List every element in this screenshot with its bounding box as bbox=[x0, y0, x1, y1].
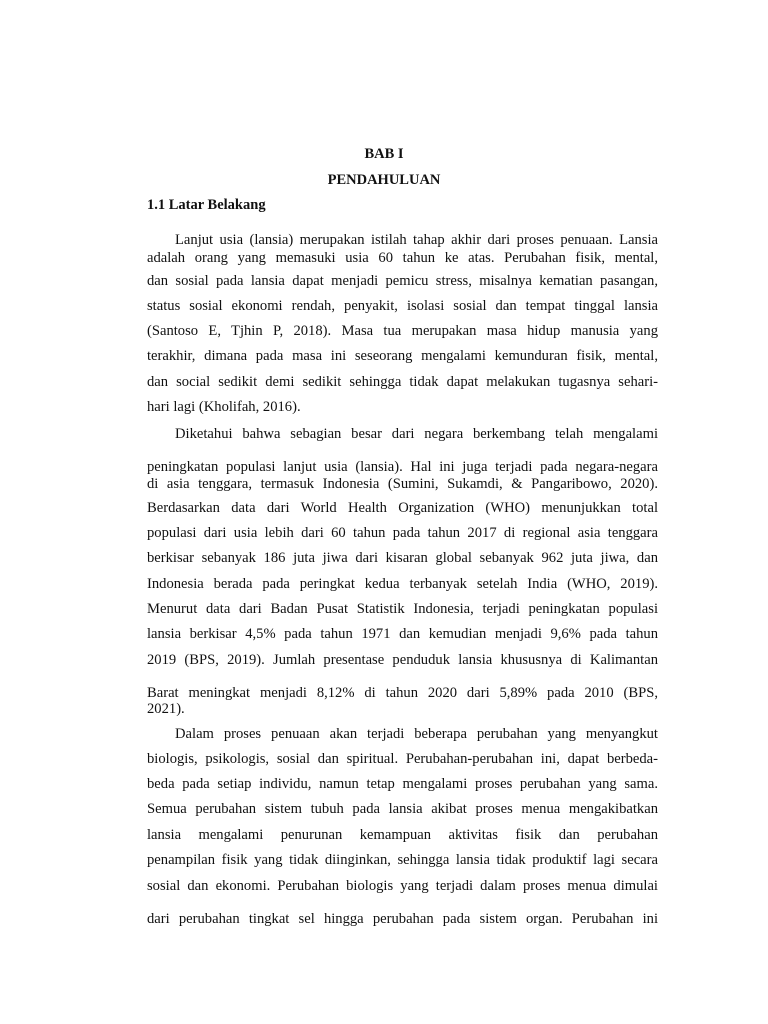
paragraph-line: adalah orang yang memasuki usia 60 tahun ke atas. Perubahan fisik, mental, bbox=[147, 250, 658, 266]
paragraph-line: Barat meningkat menjadi 8,12% di tahun 2020 dari 5,89% pada 2010 (BPS, bbox=[147, 685, 658, 701]
paragraph-line: terakhir, dimana pada masa ini seseorang mengalami kemunduran fisik, mental, bbox=[147, 348, 658, 364]
paragraph-line: Dalam proses penuaan akan terjadi beberapa perubahan yang menyangkut bbox=[175, 726, 658, 742]
paragraph-line: populasi dari usia lebih dari 60 tahun pada tahun 2017 di regional asia tenggara bbox=[147, 525, 658, 541]
paragraph-line: lansia berkisar 4,5% pada tahun 1971 dan kemudian menjadi 9,6% pada tahun bbox=[147, 626, 658, 642]
paragraph-line: beda pada setiap individu, namun tetap mengalami proses perubahan yang sama. bbox=[147, 776, 658, 792]
paragraph-line: sosial dan ekonomi. Perubahan biologis yang terjadi dalam proses menua dimulai bbox=[147, 878, 658, 894]
paragraph-line: Semua perubahan sistem tubuh pada lansia akibat proses menua mengakibatkan bbox=[147, 801, 658, 817]
paragraph-line: di asia tenggara, termasuk Indonesia (Sumini, Sukamdi, & Pangaribowo, 2020). bbox=[147, 476, 658, 492]
paragraph-line: 2021). bbox=[147, 701, 185, 717]
paragraph-line: (Santoso E, Tjhin P, 2018). Masa tua merupakan masa hidup manusia yang bbox=[147, 323, 658, 339]
paragraph-line: Lanjut usia (lansia) merupakan istilah tahap akhir dari proses penuaan. Lansia bbox=[175, 232, 658, 248]
paragraph-line: Berdasarkan data dari World Health Organization (WHO) menunjukkan total bbox=[147, 500, 658, 516]
paragraph-line: dan social sedikit demi sedikit sehingga tidak dapat melakukan tugasnya sehari- bbox=[147, 374, 658, 390]
paragraph-line: peningkatan populasi lanjut usia (lansia). Hal ini juga terjadi pada negara-negara bbox=[147, 459, 658, 475]
paragraph-line: lansia mengalami penurunan kemampuan aktivitas fisik dan perubahan bbox=[147, 827, 658, 843]
paragraph-line: dan sosial pada lansia dapat menjadi pemicu stress, misalnya kematian pasangan, bbox=[147, 273, 658, 289]
paragraph-line: Menurut data dari Badan Pusat Statistik Indonesia, terjadi peningkatan populasi bbox=[147, 601, 658, 617]
chapter-number: BAB I bbox=[364, 146, 404, 162]
paragraph-line: Diketahui bahwa sebagian besar dari negara berkembang telah mengalami bbox=[175, 426, 658, 442]
paragraph-line: berkisar sebanyak 186 juta jiwa dari kisaran global sebanyak 962 juta jiwa, dan bbox=[147, 550, 658, 566]
paragraph-line: Indonesia berada pada peringkat kedua terbanyak setelah India (WHO, 2019). bbox=[147, 576, 658, 592]
paragraph-line: penampilan fisik yang tidak diinginkan, sehingga lansia tidak produktif lagi secara bbox=[147, 852, 658, 868]
paragraph-line: hari lagi (Kholifah, 2016). bbox=[147, 399, 301, 415]
paragraph-line: biologis, psikologis, sosial dan spiritual. Perubahan-perubahan ini, dapat berbeda- bbox=[147, 751, 658, 767]
section-heading: 1.1 Latar Belakang bbox=[147, 197, 266, 213]
paragraph-line: 2019 (BPS, 2019). Jumlah presentase penduduk lansia khususnya di Kalimantan bbox=[147, 652, 658, 668]
chapter-title: PENDAHULUAN bbox=[327, 172, 441, 188]
paragraph-line: status sosial ekonomi rendah, penyakit, isolasi sosial dan tempat tinggal lansia bbox=[147, 298, 658, 314]
paragraph-line: dari perubahan tingkat sel hingga perubahan pada sistem organ. Perubahan ini bbox=[147, 911, 658, 927]
